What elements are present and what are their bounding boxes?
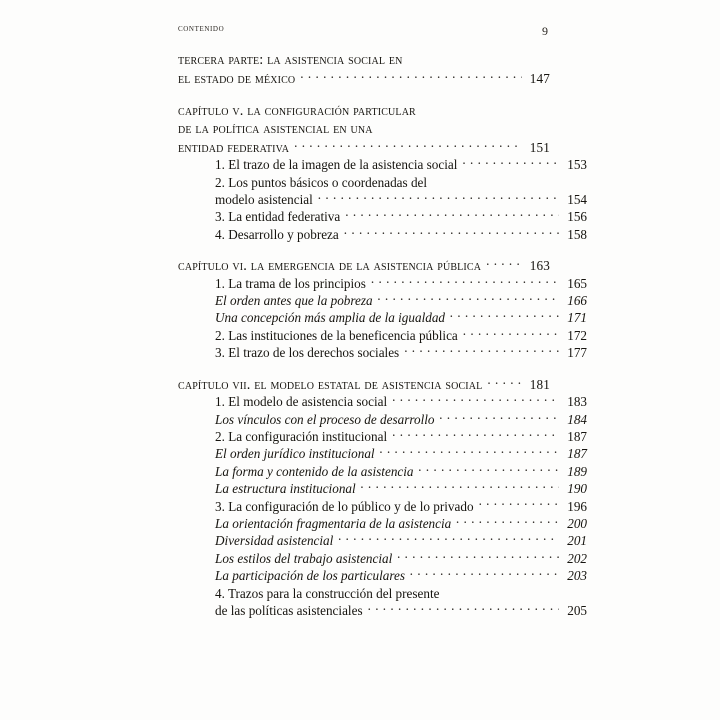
toc-entry-label: el estado de méxico [178, 70, 296, 87]
toc-entry-page-number: 172 [567, 327, 587, 343]
toc-entry-label: Los estilos del trabajo asistencial [215, 550, 393, 566]
toc-entry[interactable] [178, 410, 587, 427]
toc-entry[interactable] [178, 515, 587, 532]
toc-entry-page-number: 187 [567, 446, 587, 462]
toc-entry-label: La estructura institucional [215, 481, 356, 497]
dot-leader [361, 480, 559, 493]
dot-leader [456, 515, 559, 528]
dot-leader [462, 156, 559, 169]
dot-leader [487, 374, 522, 388]
toc-entry-page-number: 154 [567, 191, 587, 207]
toc-entry-label: capítulo vi. la emergencia de la asistencia pública [178, 258, 482, 275]
dot-leader [300, 69, 522, 83]
toc-entry-label: El orden antes que la pobreza [215, 293, 373, 309]
toc-entry-page-number: 187 [567, 429, 587, 445]
running-head: contenido [178, 24, 225, 34]
toc-entry[interactable] [178, 119, 550, 138]
dot-leader [421, 100, 522, 114]
dot-leader [408, 50, 522, 64]
toc-entry-page-number: 156 [567, 209, 587, 225]
toc-entry-page-number: 171 [567, 310, 587, 326]
toc-entry-label: de las políticas asistenciales [215, 602, 363, 618]
toc-group [178, 50, 550, 87]
toc-entry-label: 2. La configuración institucional [215, 429, 388, 445]
dot-leader [345, 208, 559, 221]
toc-entry-page-number: 202 [567, 550, 587, 566]
toc-entry[interactable] [178, 292, 587, 309]
dot-leader [371, 275, 559, 288]
toc-entry[interactable] [178, 191, 587, 208]
dot-leader [397, 550, 559, 563]
toc-entry-page-number: 181 [529, 376, 550, 392]
toc-entry-page-number: 183 [567, 394, 587, 410]
table-of-contents [178, 50, 587, 619]
toc-entry[interactable] [178, 463, 587, 480]
toc-entry-label: Una concepción más amplia de la igualdad [215, 310, 446, 326]
toc-entry-label: Los vínculos con el proceso de desarrollo [215, 411, 435, 427]
toc-entry-page-number: 196 [567, 498, 587, 514]
dot-leader [463, 327, 559, 340]
toc-entry-page-number: 177 [567, 345, 587, 361]
toc-group [178, 256, 587, 362]
toc-entry-page-number: 163 [529, 258, 550, 274]
toc-entry[interactable] [178, 256, 550, 275]
toc-entry-label: de la política asistencial en una [178, 121, 373, 138]
dot-leader [410, 567, 559, 580]
dot-leader [486, 256, 522, 270]
toc-entry-label: tercera parte: la asistencia social en [178, 52, 403, 69]
page-folio-number: 9 [542, 24, 548, 38]
toc-entry[interactable] [178, 567, 587, 584]
toc-entry-label: capítulo v. la configuración particular [178, 102, 416, 119]
dot-leader [392, 428, 559, 441]
toc-entry[interactable] [178, 275, 587, 292]
toc-entry-label: modelo asistencial [215, 191, 313, 207]
toc-entry[interactable] [178, 69, 550, 88]
dot-leader [419, 463, 559, 476]
toc-entry[interactable] [178, 550, 587, 567]
toc-entry[interactable] [178, 50, 550, 69]
dot-leader [479, 497, 559, 510]
dot-leader [432, 173, 559, 186]
dot-leader [368, 602, 559, 615]
toc-entry[interactable] [178, 208, 587, 225]
toc-entry[interactable] [178, 327, 587, 344]
toc-entry-label: 1. El trazo de la imagen de la asistencia social [215, 157, 458, 173]
toc-entry-label: 1. La trama de los principios [215, 275, 366, 291]
toc-entry[interactable] [178, 309, 587, 326]
toc-entry[interactable] [178, 156, 587, 173]
toc-entry-page-number: 153 [567, 157, 587, 173]
toc-entry[interactable] [178, 428, 587, 445]
dot-leader [450, 309, 559, 322]
toc-entry-page-number: 203 [567, 568, 587, 584]
toc-entry[interactable] [178, 344, 587, 361]
dot-leader [294, 137, 522, 151]
toc-entry-label: 2. Las instituciones de la beneficencia pública [215, 327, 458, 343]
toc-entry-page-number: 201 [567, 533, 587, 549]
toc-entry[interactable] [178, 445, 587, 462]
toc-entry[interactable] [178, 100, 550, 119]
toc-entry-label: Diversidad asistencial [215, 533, 334, 549]
toc-entry-page-number: 165 [567, 275, 587, 291]
dot-leader [392, 393, 559, 406]
toc-entry-page-number: 151 [529, 139, 550, 155]
toc-entry[interactable] [178, 602, 587, 619]
toc-entry[interactable] [178, 584, 587, 601]
toc-entry-label: 4. Trazos para la construcción del presente [215, 585, 440, 601]
toc-entry-label: entidad federativa [178, 139, 290, 156]
toc-entry-page-number: 189 [567, 463, 587, 479]
toc-entry-label: 3. La configuración de lo público y de lo privado [215, 498, 474, 514]
toc-entry-page-number: 166 [567, 293, 587, 309]
toc-group [178, 374, 587, 619]
toc-entry-label: 4. Desarrollo y pobreza [215, 226, 339, 242]
dot-leader [444, 584, 559, 597]
dot-leader [378, 292, 559, 305]
toc-entry-label: 3. La entidad federativa [215, 209, 341, 225]
dot-leader [404, 344, 559, 357]
toc-entry-label: 1. El modelo de asistencia social [215, 394, 388, 410]
toc-entry[interactable] [178, 226, 587, 243]
toc-entry-page-number: 190 [567, 481, 587, 497]
toc-group [178, 100, 587, 243]
toc-entry-page-number: 184 [567, 411, 587, 427]
toc-entry-label: La forma y contenido de la asistencia [215, 463, 414, 479]
toc-entry-page-number: 200 [567, 515, 587, 531]
toc-entry-label: 3. El trazo de los derechos sociales [215, 345, 400, 361]
dot-leader [378, 119, 522, 133]
toc-entry-page-number: 158 [567, 226, 587, 242]
toc-entry[interactable] [178, 173, 587, 190]
toc-entry[interactable] [178, 137, 550, 156]
toc-entry-page-number: 147 [529, 70, 550, 86]
toc-entry[interactable] [178, 532, 587, 549]
dot-leader [318, 191, 559, 204]
toc-entry[interactable] [178, 497, 587, 514]
toc-entry-label: La participación de los particulares [215, 568, 405, 584]
toc-entry[interactable] [178, 374, 550, 393]
dot-leader [338, 532, 559, 545]
toc-entry-label: capítulo vii. el modelo estatal de asistencia social [178, 376, 483, 393]
dot-leader [440, 410, 559, 423]
dot-leader [380, 445, 559, 458]
toc-entry-label: 2. Los puntos básicos o coordenadas del [215, 174, 428, 190]
toc-entry-page-number: 205 [567, 602, 587, 618]
toc-entry-label: El orden jurídico institucional [215, 446, 375, 462]
toc-entry-label: La orientación fragmentaria de la asistencia [215, 515, 452, 531]
dot-leader [344, 226, 559, 239]
toc-entry[interactable] [178, 393, 587, 410]
toc-entry[interactable] [178, 480, 587, 497]
